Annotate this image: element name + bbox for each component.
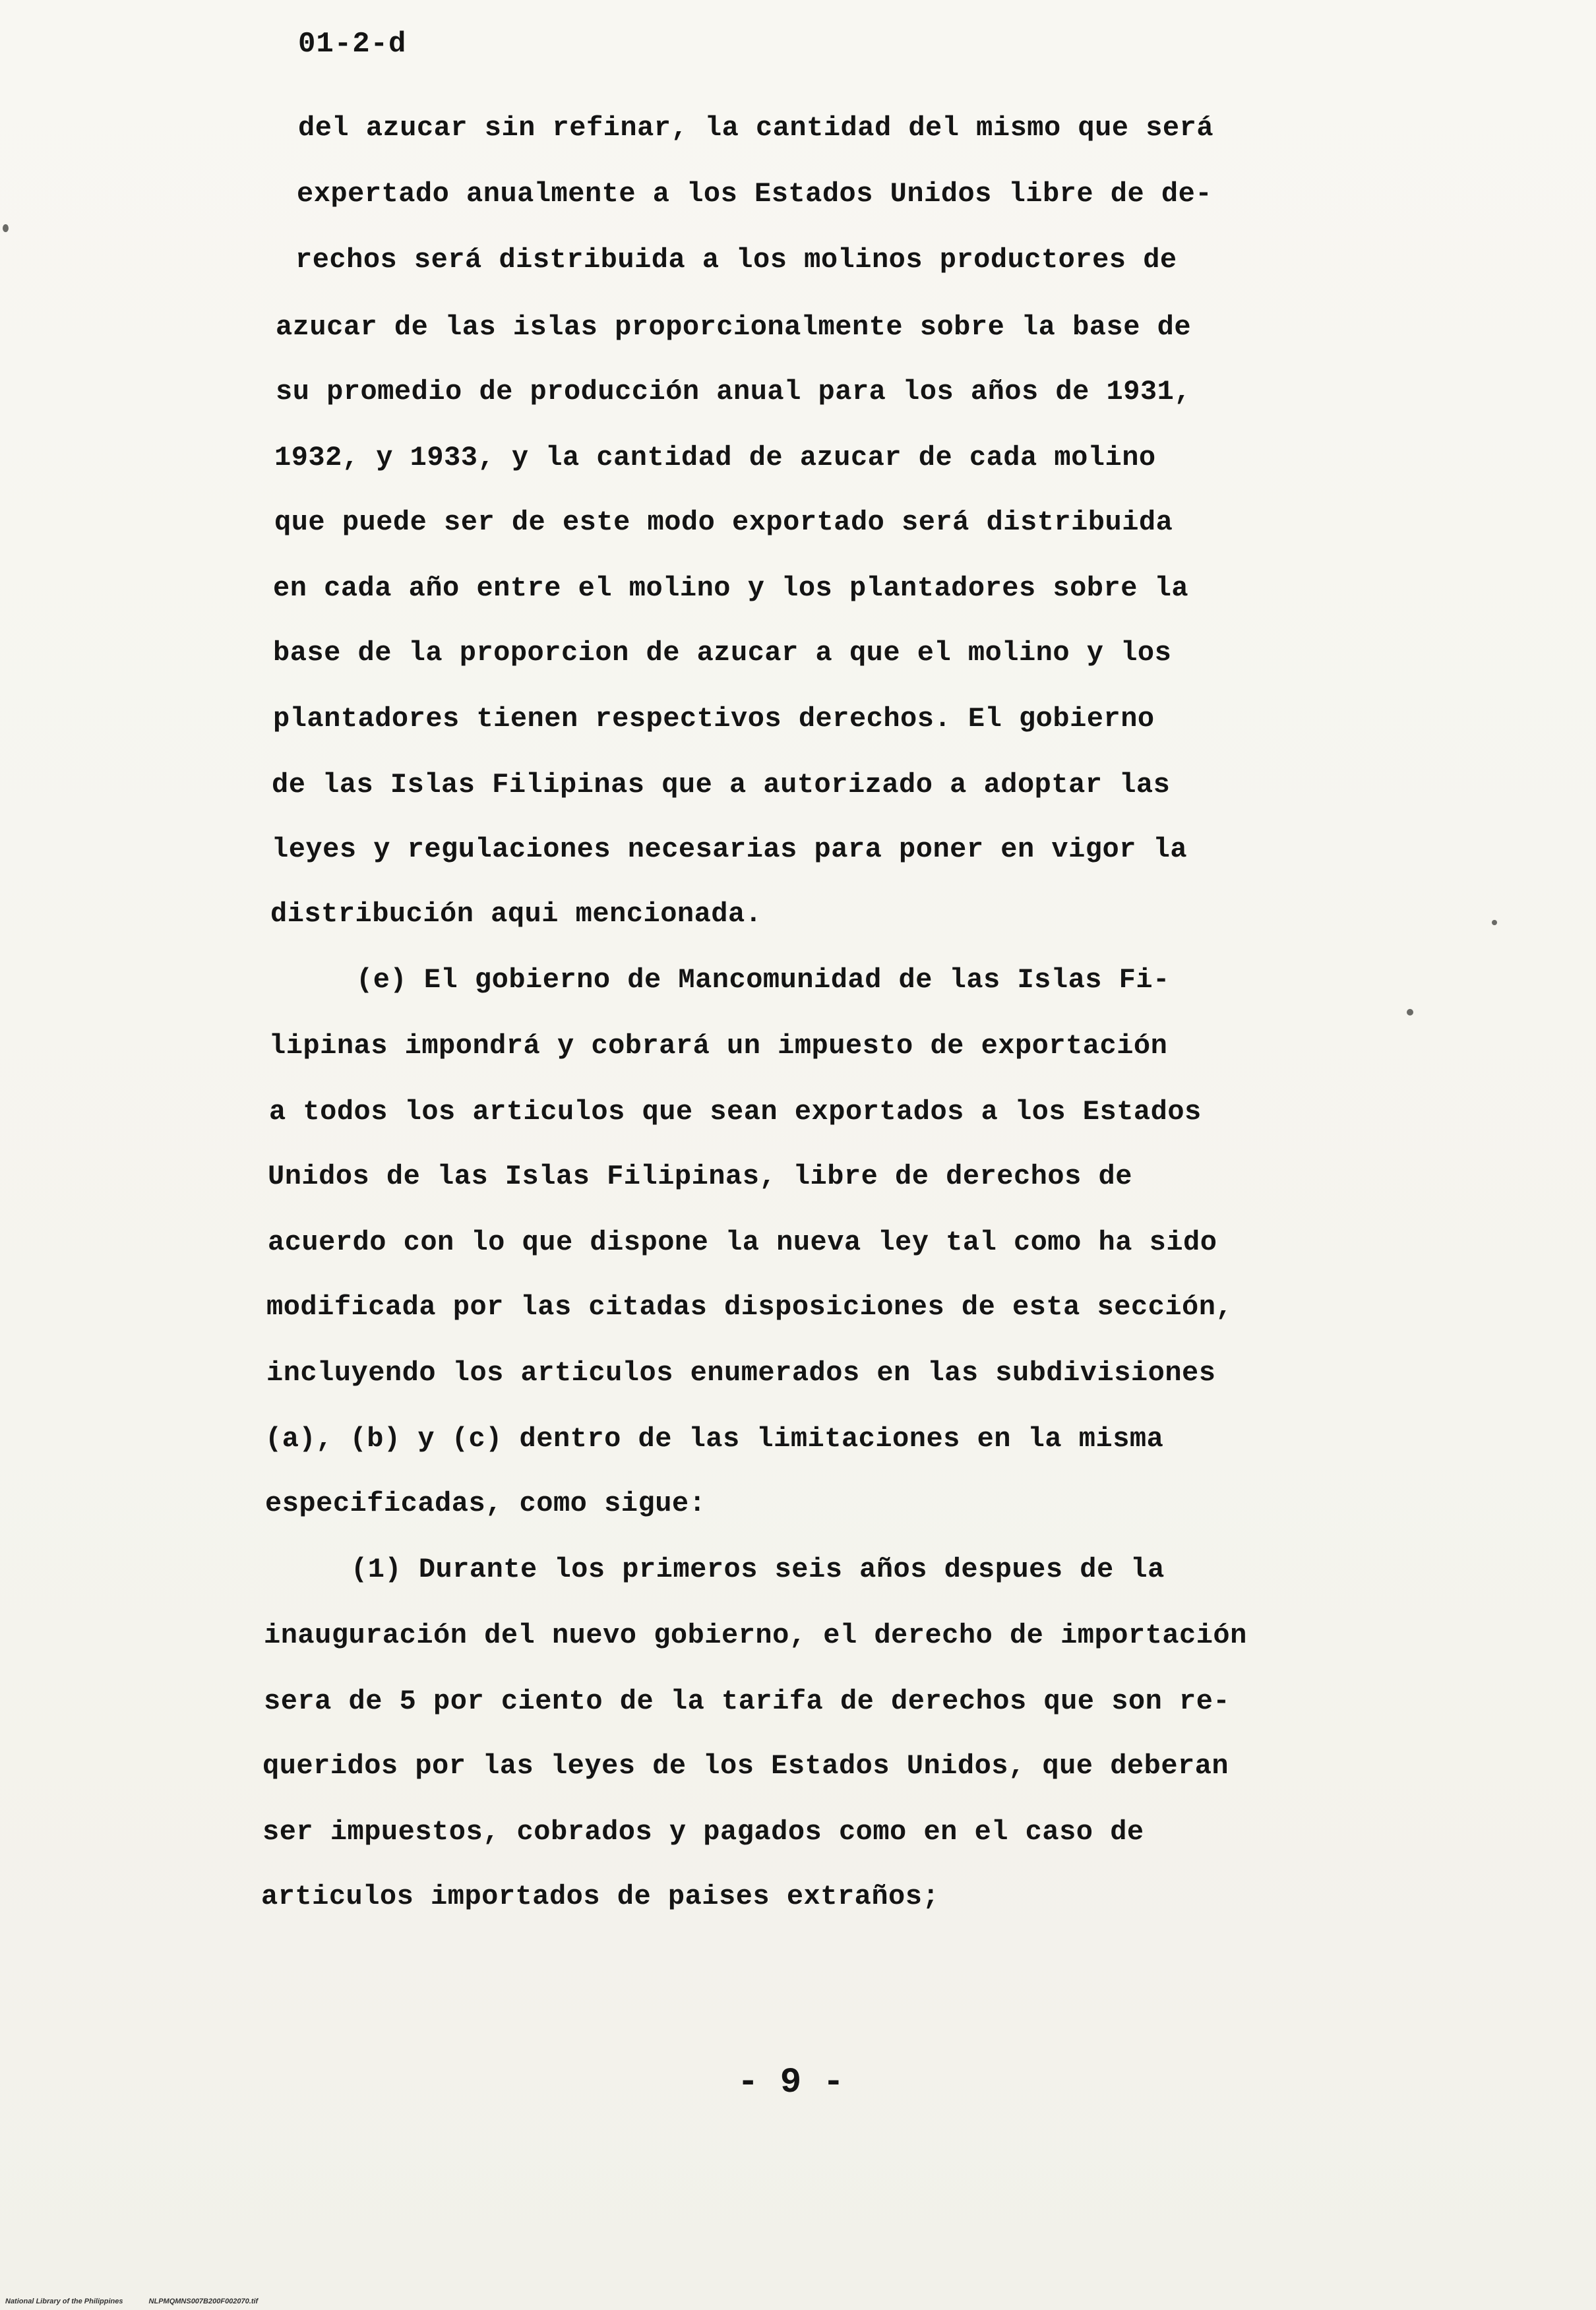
footer-file-id: NLPMQMNS007B200F002070.tif [148,2297,259,2305]
text-line: expertado anualmente a los Estados Unidos libre de de- [297,178,1213,210]
text-line: en cada año entre el molino y los plantadores sobre la [273,572,1189,604]
footer [5,2297,282,2305]
text-line: plantadores tienen respectivos derechos. El gobierno [273,703,1155,735]
footer-library: National Library of the Philippines [5,2297,123,2305]
text-line: lipinas impondrá y cobrará un impuesto de exportación [269,1030,1168,1062]
text-line: leyes y regulaciones necesarias para poner en vigor la [272,834,1188,865]
text-line: ser impuestos, cobrados y pagados como en el caso de [262,1816,1144,1848]
text-line: especificadas, como sigue: [265,1488,706,1519]
text-line: articulos importados de paises extraños; [261,1881,940,1912]
text-line: Unidos de las Islas Filipinas, libre de derechos de [268,1161,1132,1192]
text-line: de las Islas Filipinas que a autorizado a adoptar las [272,769,1171,801]
text-line: su promedio de producción anual para los años de 1931, [276,376,1192,408]
text-line: azucar de las islas proporcionalmente sobre la base de [276,311,1192,343]
scan-speck [3,224,9,232]
text-line: 1932, y 1933, y la cantidad de azucar de cada molino [274,442,1156,473]
text-line: inauguración del nuevo gobierno, el derecho de importación [264,1620,1247,1651]
text-line: base de la proporcion de azucar a que el molino y los [273,637,1172,669]
scan-speck [1492,920,1497,925]
scan-speck [1407,1009,1413,1016]
text-line: que puede ser de este modo exportado será distribuida [274,506,1173,538]
text-line: del azucar sin refinar, la cantidad del mismo que será [298,112,1214,144]
text-line: queridos por las leyes de los Estados Unidos, que deberan [262,1750,1229,1782]
text-line: rechos será distribuida a los molinos productores de [295,244,1177,276]
text-line: a todos los articulos que sean exportados a los Estados [269,1096,1202,1128]
text-line: (e) El gobierno de Mancomunidad de las Islas Fi- [356,964,1170,996]
text-line: incluyendo los articulos enumerados en las subdivisiones [266,1357,1216,1389]
text-line: (1) Durante los primeros seis años despues de la [351,1554,1165,1585]
page-number: - 9 - [737,2063,845,2103]
text-line: (a), (b) y (c) dentro de las limitaciones en la misma [265,1423,1164,1455]
text-line: acuerdo con lo que dispone la nueva ley tal como ha sido [268,1227,1217,1258]
text-line: distribución aqui mencionada. [270,898,762,930]
text-line: modificada por las citadas disposiciones de esta sección, [266,1291,1233,1323]
text-line: sera de 5 por ciento de la tarifa de derechos que son re- [264,1686,1231,1717]
document-reference: 01-2-d [298,28,407,61]
